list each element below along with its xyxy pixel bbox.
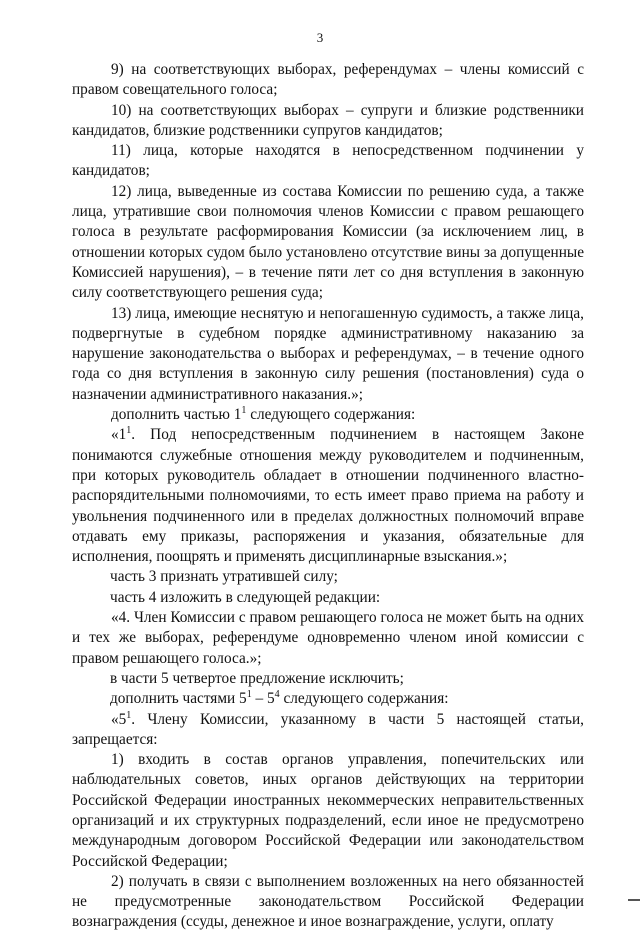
- document-body: [72, 60, 584, 933]
- paragraph-item-10: 10) на соответствующих выборах – супруги и близкие родственники кандидатов, близкие родственники супругов кандидатов;: [72, 101, 584, 139]
- paragraph-item-12: 12) лица, выведенные из состава Комиссии по решению суда, а также лица, утратившие свои полномочия членов Комиссии с правом решающего голоса в результате расформирования Комиссии (за исключением лиц, в отношении которых судом было установлено отсутствие вины за допущенные Комиссией нарушения), – в течение пяти лет со дня вступления в законную силу соответствующего решения суда;: [72, 182, 584, 302]
- page-edge-mark: [628, 899, 640, 901]
- paragraph-item-13: 13) лица, имеющие неснятую и непогашенную судимость, а также лица, подвергнутые в судебном порядке административному наказанию за нарушение законодательства о выборах и референдумах, – в течение одного года со дня вступления в законную силу решения (постановления) суда о назначении административного наказания.»;: [72, 304, 584, 403]
- paragraph-part-5-1-text: «$5^1$. Члену Комиссии, указанному в части 5 настоящей статьи, запрещается:: [72, 709, 584, 748]
- paragraph-subitem-2: 2) получать в связи с выполнением возложенных на него обязанностей не предусмотренные законодательством Российской Федерации вознаграждения (ссуды, денежное и иное вознаграждение, услуги, оплату: [72, 872, 584, 931]
- page-number: 3: [316, 30, 324, 45]
- paragraph-item-9: 9) на соответствующих выборах, референдумах – члены комиссий с правом совещательного голоса;: [72, 61, 584, 99]
- paragraph-part-1-1-text: «$1^1$. Под непосредственным подчинением в настоящем Законе понимаются служебные отношения между руководителем и подчиненным, при которых руководитель обладает в отношении подчиненного властно-распорядительными полномочиями, то есть имеет право приема на работу и увольнения подчиненного или в пределах должностных полномочий вправе отдавать ему приказы, распоряжения и указания, обязательные для исполнения, поощрять и применять дисциплинарные взыскания.»;: [72, 425, 584, 566]
- paragraph-add-parts-5-1-5-4: дополнить частями $5^1 - 5^4$ следующего содержания:: [110, 689, 449, 708]
- paragraph-part-5: в части 5 четвертое предложение исключить;: [110, 669, 404, 687]
- paragraph-part-4-text: «4. Член Комиссии с правом решающего голоса не может быть на одних и тех же выборах, референдуме одновременно членом иной комиссии с правом решающего голоса.»;: [72, 609, 584, 667]
- paragraph-part-4-intro: часть 4 изложить в следующей редакции:: [110, 588, 381, 606]
- paragraph-item-11: 11) лица, которые находятся в непосредственном подчинении у кандидатов;: [72, 142, 584, 180]
- paragraph-subitem-1: 1) входить в состав органов управления, попечительских или наблюдательных советов, иных органов действующих на территории Российской Федерации иностранных некоммерческих неправительственных организаций и их структурных подразделений, если иное не предусмотрено международным договором Российской Федерации или законодательством Российской Федерации;: [72, 751, 584, 870]
- paragraph-add-part-1-1: дополнить частью $1^1$ следующего содержания:: [111, 405, 416, 424]
- paragraph-part-3: часть 3 признать утратившей силу;: [110, 568, 338, 586]
